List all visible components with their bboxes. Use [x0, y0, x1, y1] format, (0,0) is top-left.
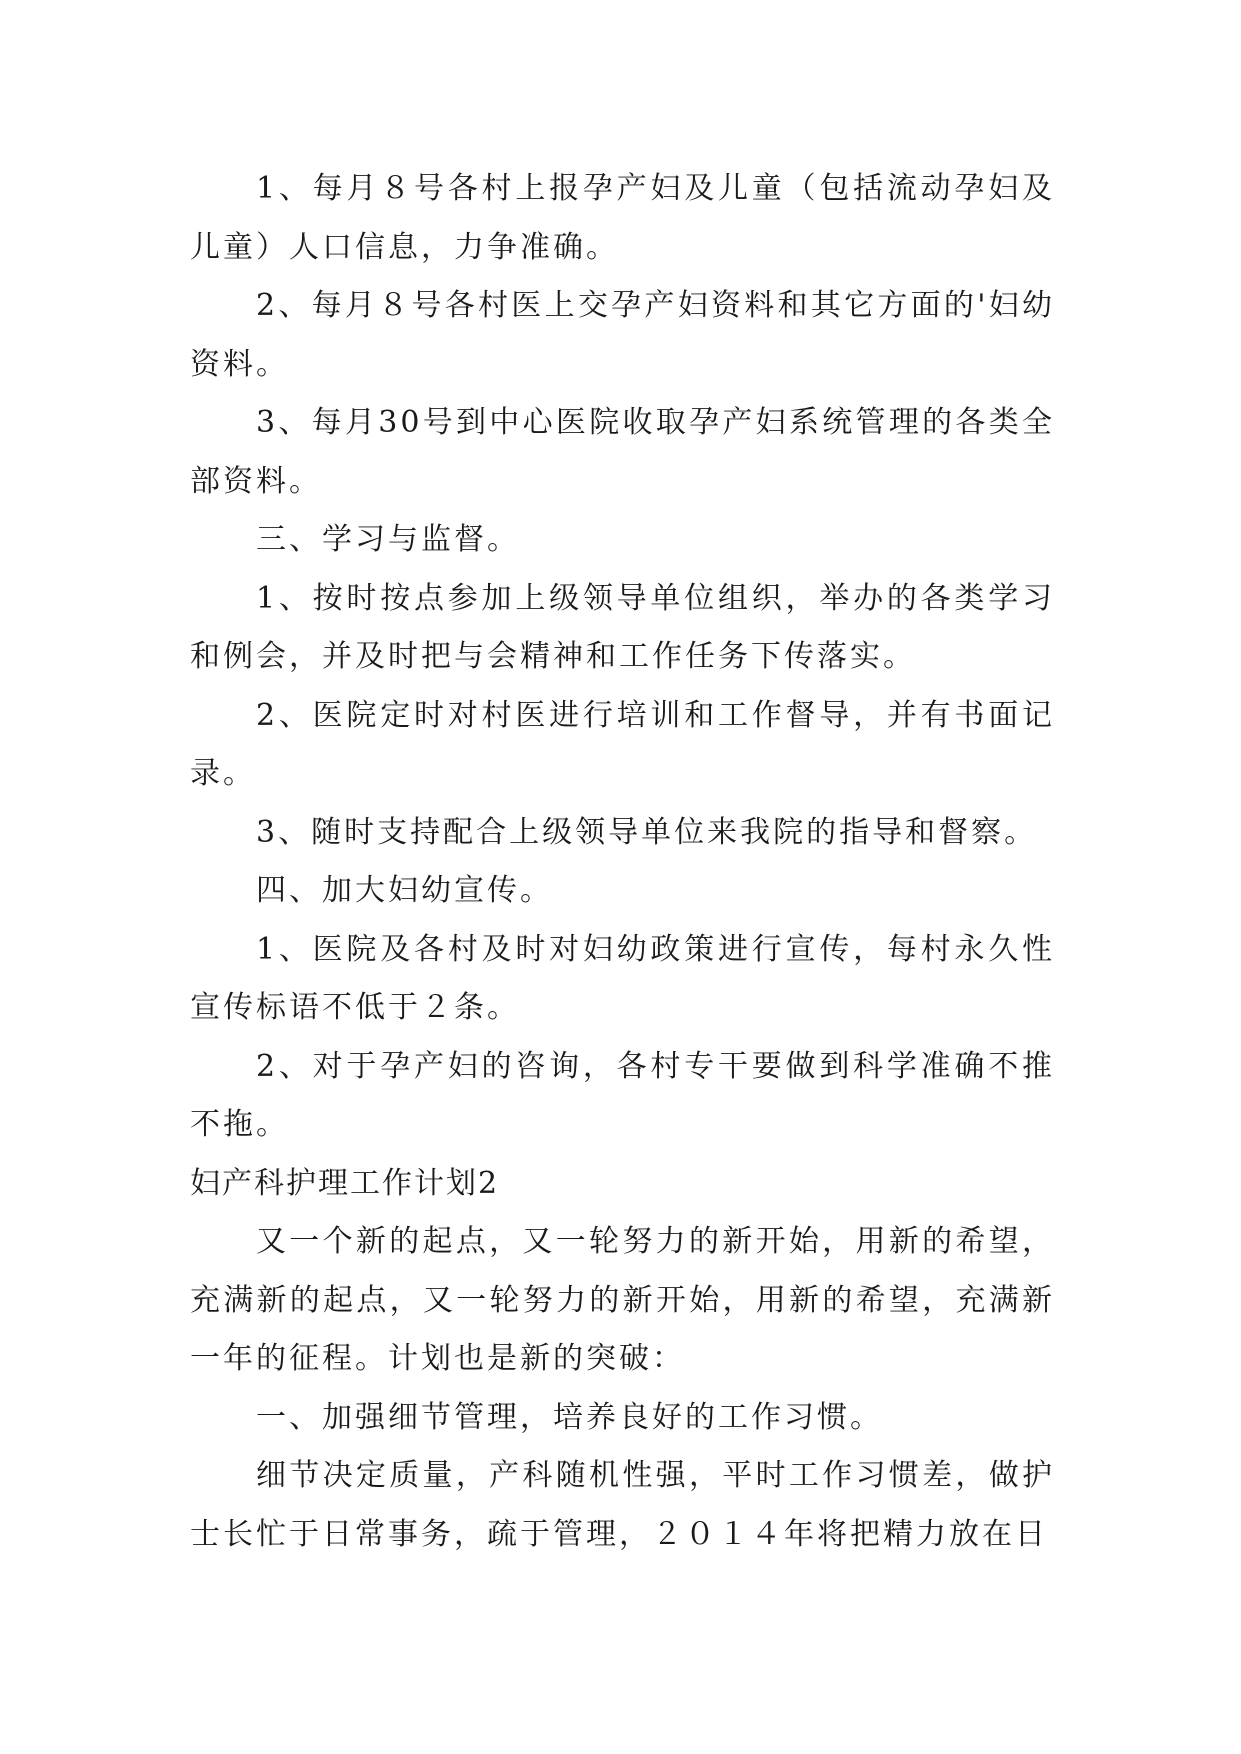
document-title: 妇产科护理工作计划2 — [190, 1165, 500, 1201]
paragraph: 又一个新的起点，又一轮努力的新开始，用新的希望，充满新的起点，又一轮努力的新开始，用新的希望，充满新一年的征程。计划也是新的突破： — [190, 1224, 1055, 1376]
section-heading: 一、加强细节管理，培养良好的工作习惯。 — [256, 1399, 883, 1435]
paragraph: 细节决定质量，产科随机性强，平时工作习惯差，做护士长忙于日常事务，疏于管理，２０１４年将把精力放在日 — [190, 1458, 1055, 1552]
paragraph: 2、每月８号各村医上交孕产妇资料和其它方面的'妇幼资料。 — [190, 288, 1055, 382]
paragraph: 2、医院定时对村医进行培训和工作督导，并有书面记录。 — [190, 697, 1055, 791]
paragraph: 1、每月８号各村上报孕产妇及儿童（包括流动孕妇及儿童）人口信息，力争准确。 — [190, 171, 1055, 265]
section-heading: 三、学习与监督。 — [256, 522, 520, 557]
section-heading: 四、加大妇幼宣传。 — [256, 873, 553, 908]
paragraph: 1、按时按点参加上级领导单位组织，举办的各类学习和例会，并及时把与会精神和工作任务下传落实。 — [190, 580, 1055, 674]
paragraph: 2、对于孕产妇的咨询，各村专干要做到科学准确不推不拖。 — [190, 1048, 1055, 1142]
paragraph: 1、医院及各村及时对妇幼政策进行宣传，每村永久性宣传标语不低于２条。 — [190, 931, 1055, 1025]
paragraph: 3、每月30号到中心医院收取孕产妇系统管理的各类全部资料。 — [190, 405, 1055, 499]
document-body — [190, 160, 1055, 1564]
paragraph: 3、随时支持配合上级领导单位来我院的指导和督察。 — [256, 814, 1038, 850]
